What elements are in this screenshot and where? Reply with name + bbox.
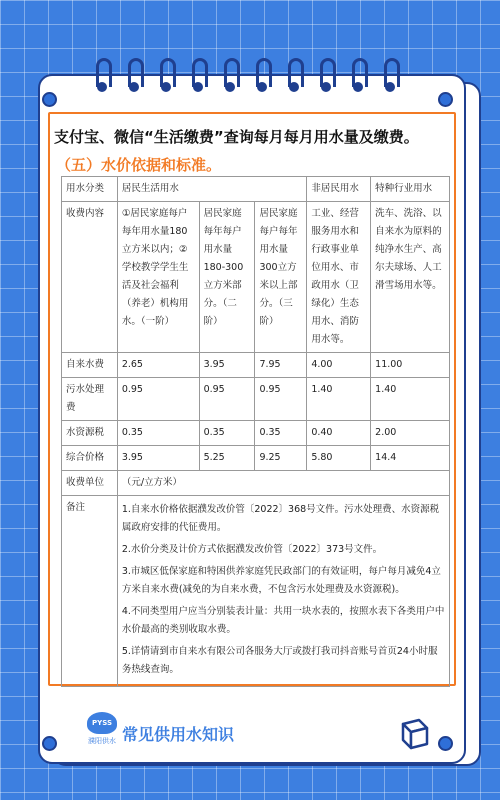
special-header: 特种行业用水 <box>371 177 450 202</box>
table-row <box>62 353 450 378</box>
price-cell: 7.95 <box>255 353 307 378</box>
price-cell: 14.4 <box>371 446 450 471</box>
table-row <box>62 378 450 421</box>
binder-ring <box>352 58 364 98</box>
price-cell: 0.95 <box>117 378 199 421</box>
note-item: 2.水价分类及计价方式依据濮发改价管〔2022〕373号文件。 <box>121 544 383 555</box>
binder-ring <box>384 58 396 98</box>
row-label: 自来水费 <box>62 353 118 378</box>
nonresident-description: 工业、经营服务用水和行政事业单位用水、市政用水（卫绿化）生态用水、消防用水等。 <box>307 202 371 353</box>
row-label: 水资源税 <box>62 421 118 446</box>
tier3-description: 居民家庭每户每年用水量300立方米以上部分。（三阶） <box>255 202 307 353</box>
binder-ring <box>96 58 108 98</box>
resident-header: 居民生活用水 <box>117 177 307 202</box>
table-row <box>62 421 450 446</box>
price-cell: 1.40 <box>307 378 371 421</box>
notes-label: 备注 <box>62 496 118 687</box>
price-cell: 0.35 <box>199 421 255 446</box>
price-cell: 0.95 <box>199 378 255 421</box>
nonresident-header: 非居民用水 <box>307 177 371 202</box>
binder-ring <box>288 58 300 98</box>
binder-ring <box>256 58 268 98</box>
tier2-description: 居民家庭每年每户用水量180-300立方米部分。（二阶） <box>199 202 255 353</box>
footer-title: 常见供用水知识 <box>122 725 235 744</box>
note-item: 4.不同类型用户应当分别装表计量：共用一块水表的，按照水表下各类用户中水价最高的类别收取水费。 <box>121 606 445 635</box>
binder-ring <box>128 58 140 98</box>
decor-dot <box>438 92 453 107</box>
row-label: 综合价格 <box>62 446 118 471</box>
price-cell: 11.00 <box>371 353 450 378</box>
binder-ring <box>224 58 236 98</box>
price-cell: 0.95 <box>255 378 307 421</box>
category-label: 用水分类 <box>62 177 118 202</box>
pyss-logo <box>82 712 122 746</box>
tier1-description: ①居民家庭每户每年用水量180立方米以内；②学校教学学生生活及社会福利（养老）机构用水。（一阶） <box>117 202 199 353</box>
price-cell: 4.00 <box>307 353 371 378</box>
notes-cell <box>117 496 449 687</box>
water-price-table <box>61 176 450 687</box>
special-description: 洗车、洗浴、以自来水为原料的纯净水生产、高尔夫球场、人工滑雪场用水等。 <box>371 202 450 353</box>
row-label: 污水处理费 <box>62 378 118 421</box>
note-item: 1.自来水价格依据濮发改价管〔2022〕368号文件。污水处理费、水资源税属政府安排的代征费用。 <box>121 504 440 533</box>
table-row <box>62 202 450 353</box>
price-cell: 5.80 <box>307 446 371 471</box>
unit-value: （元/立方米） <box>117 471 449 496</box>
price-cell: 0.40 <box>307 421 371 446</box>
price-cell: 5.25 <box>199 446 255 471</box>
note-item: 3.市城区低保家庭和特困供养家庭凭民政部门的有效证明，每户每月减免4立方米自来水费(减免的为自来水费，不包含污水处理费及水资源税)。 <box>121 566 441 595</box>
binder-ring <box>192 58 204 98</box>
decor-dot <box>42 92 57 107</box>
table-row <box>62 496 450 687</box>
section-title: （五）水价依据和标准。 <box>56 156 222 174</box>
price-cell: 1.40 <box>371 378 450 421</box>
price-cell: 2.00 <box>371 421 450 446</box>
binder-ring <box>320 58 332 98</box>
price-cell: 2.65 <box>117 353 199 378</box>
unit-label: 收费单位 <box>62 471 118 496</box>
table-row <box>62 446 450 471</box>
logo-text: 濮阳供水 <box>88 737 116 745</box>
price-cell: 0.35 <box>255 421 307 446</box>
price-cell: 3.95 <box>199 353 255 378</box>
logo-badge: PYSS <box>87 712 117 734</box>
note-item: 5.详情请到市自来水有限公司各服务大厅或拨打我司抖音账号首页24小时服务热线查询。 <box>121 646 438 675</box>
price-cell: 3.95 <box>117 446 199 471</box>
price-cell: 9.25 <box>255 446 307 471</box>
table-row <box>62 471 450 496</box>
headline-text: 支付宝、微信“生活缴费”查询每月每月用水量及缴费。 <box>54 128 419 146</box>
price-cell: 0.35 <box>117 421 199 446</box>
content-label: 收费内容 <box>62 202 118 353</box>
decor-dot <box>438 736 453 751</box>
binder-ring <box>160 58 172 98</box>
cube-icon <box>393 712 433 752</box>
table-row <box>62 177 450 202</box>
decor-dot <box>42 736 57 751</box>
